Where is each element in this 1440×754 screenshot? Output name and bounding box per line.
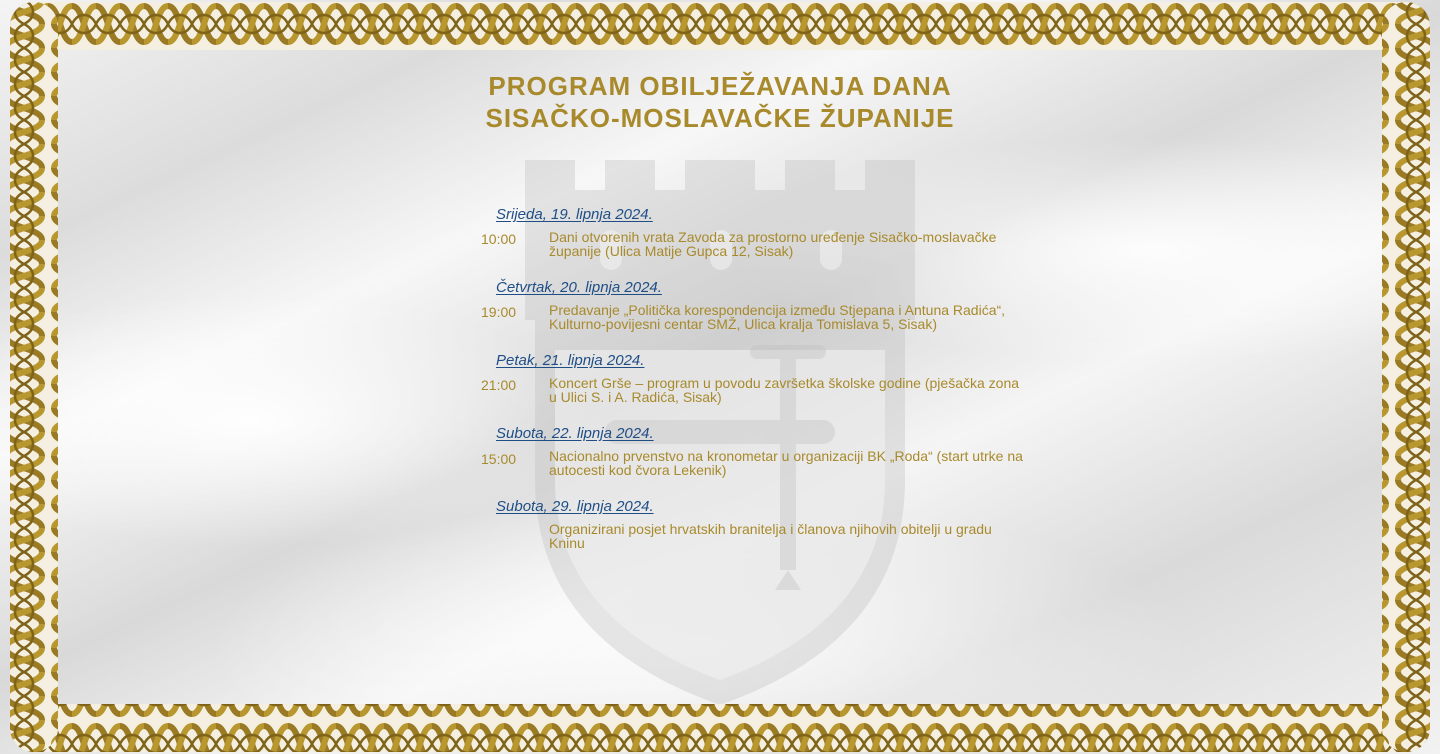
schedule-time-1: 10:00 — [481, 231, 517, 247]
schedule-day-3: Petak, 21. lipnja 2024. — [496, 352, 645, 369]
title-line-1: PROGRAM OBILJEŽAVANJA DANA — [488, 71, 952, 101]
schedule-desc-2: Predavanje „Politička korespondencija između Stjepana i Antuna Radića“, Kulturno-povijesni centar SMŽ, Ulica kralja Tomislava 5, Sisak) — [549, 302, 1006, 332]
schedule-desc-1: Dani otvorenih vrata Zavoda za prostorno uređenje Sisačko-moslavačke županije (Ulica Matije Gupca 12, Sisak) — [549, 229, 997, 259]
schedule-desc-5: Organizirani posjet hrvatskih branitelja i članova njihovih obitelji u gradu Kninu — [549, 521, 992, 551]
schedule-desc-3: Koncert Grše – program u povodu završetka školske godine (pješačka zona u Ulici S. i A. Radića, Sisak) — [549, 375, 1020, 405]
page-title — [0, 70, 1440, 134]
schedule-time-2: 19:00 — [481, 304, 517, 320]
schedule-day-1: Srijeda, 19. lipnja 2024. — [496, 206, 653, 223]
title-line-2: SISAČKO-MOSLAVAČKE ŽUPANIJE — [485, 103, 955, 133]
schedule-day-2: Četvrtak, 20. lipnja 2024. — [496, 279, 662, 296]
schedule-day-4: Subota, 22. lipnja 2024. — [496, 425, 654, 442]
schedule-desc-4: Nacionalno prvenstvo na kronometar u organizaciji BK „Roda“ (start utrke na autocesti kod čvora Lekenik) — [549, 448, 1023, 478]
schedule-time-4: 15:00 — [481, 451, 517, 467]
schedule-time-3: 21:00 — [481, 377, 517, 393]
schedule-day-5: Subota, 29. lipnja 2024. — [496, 498, 654, 515]
